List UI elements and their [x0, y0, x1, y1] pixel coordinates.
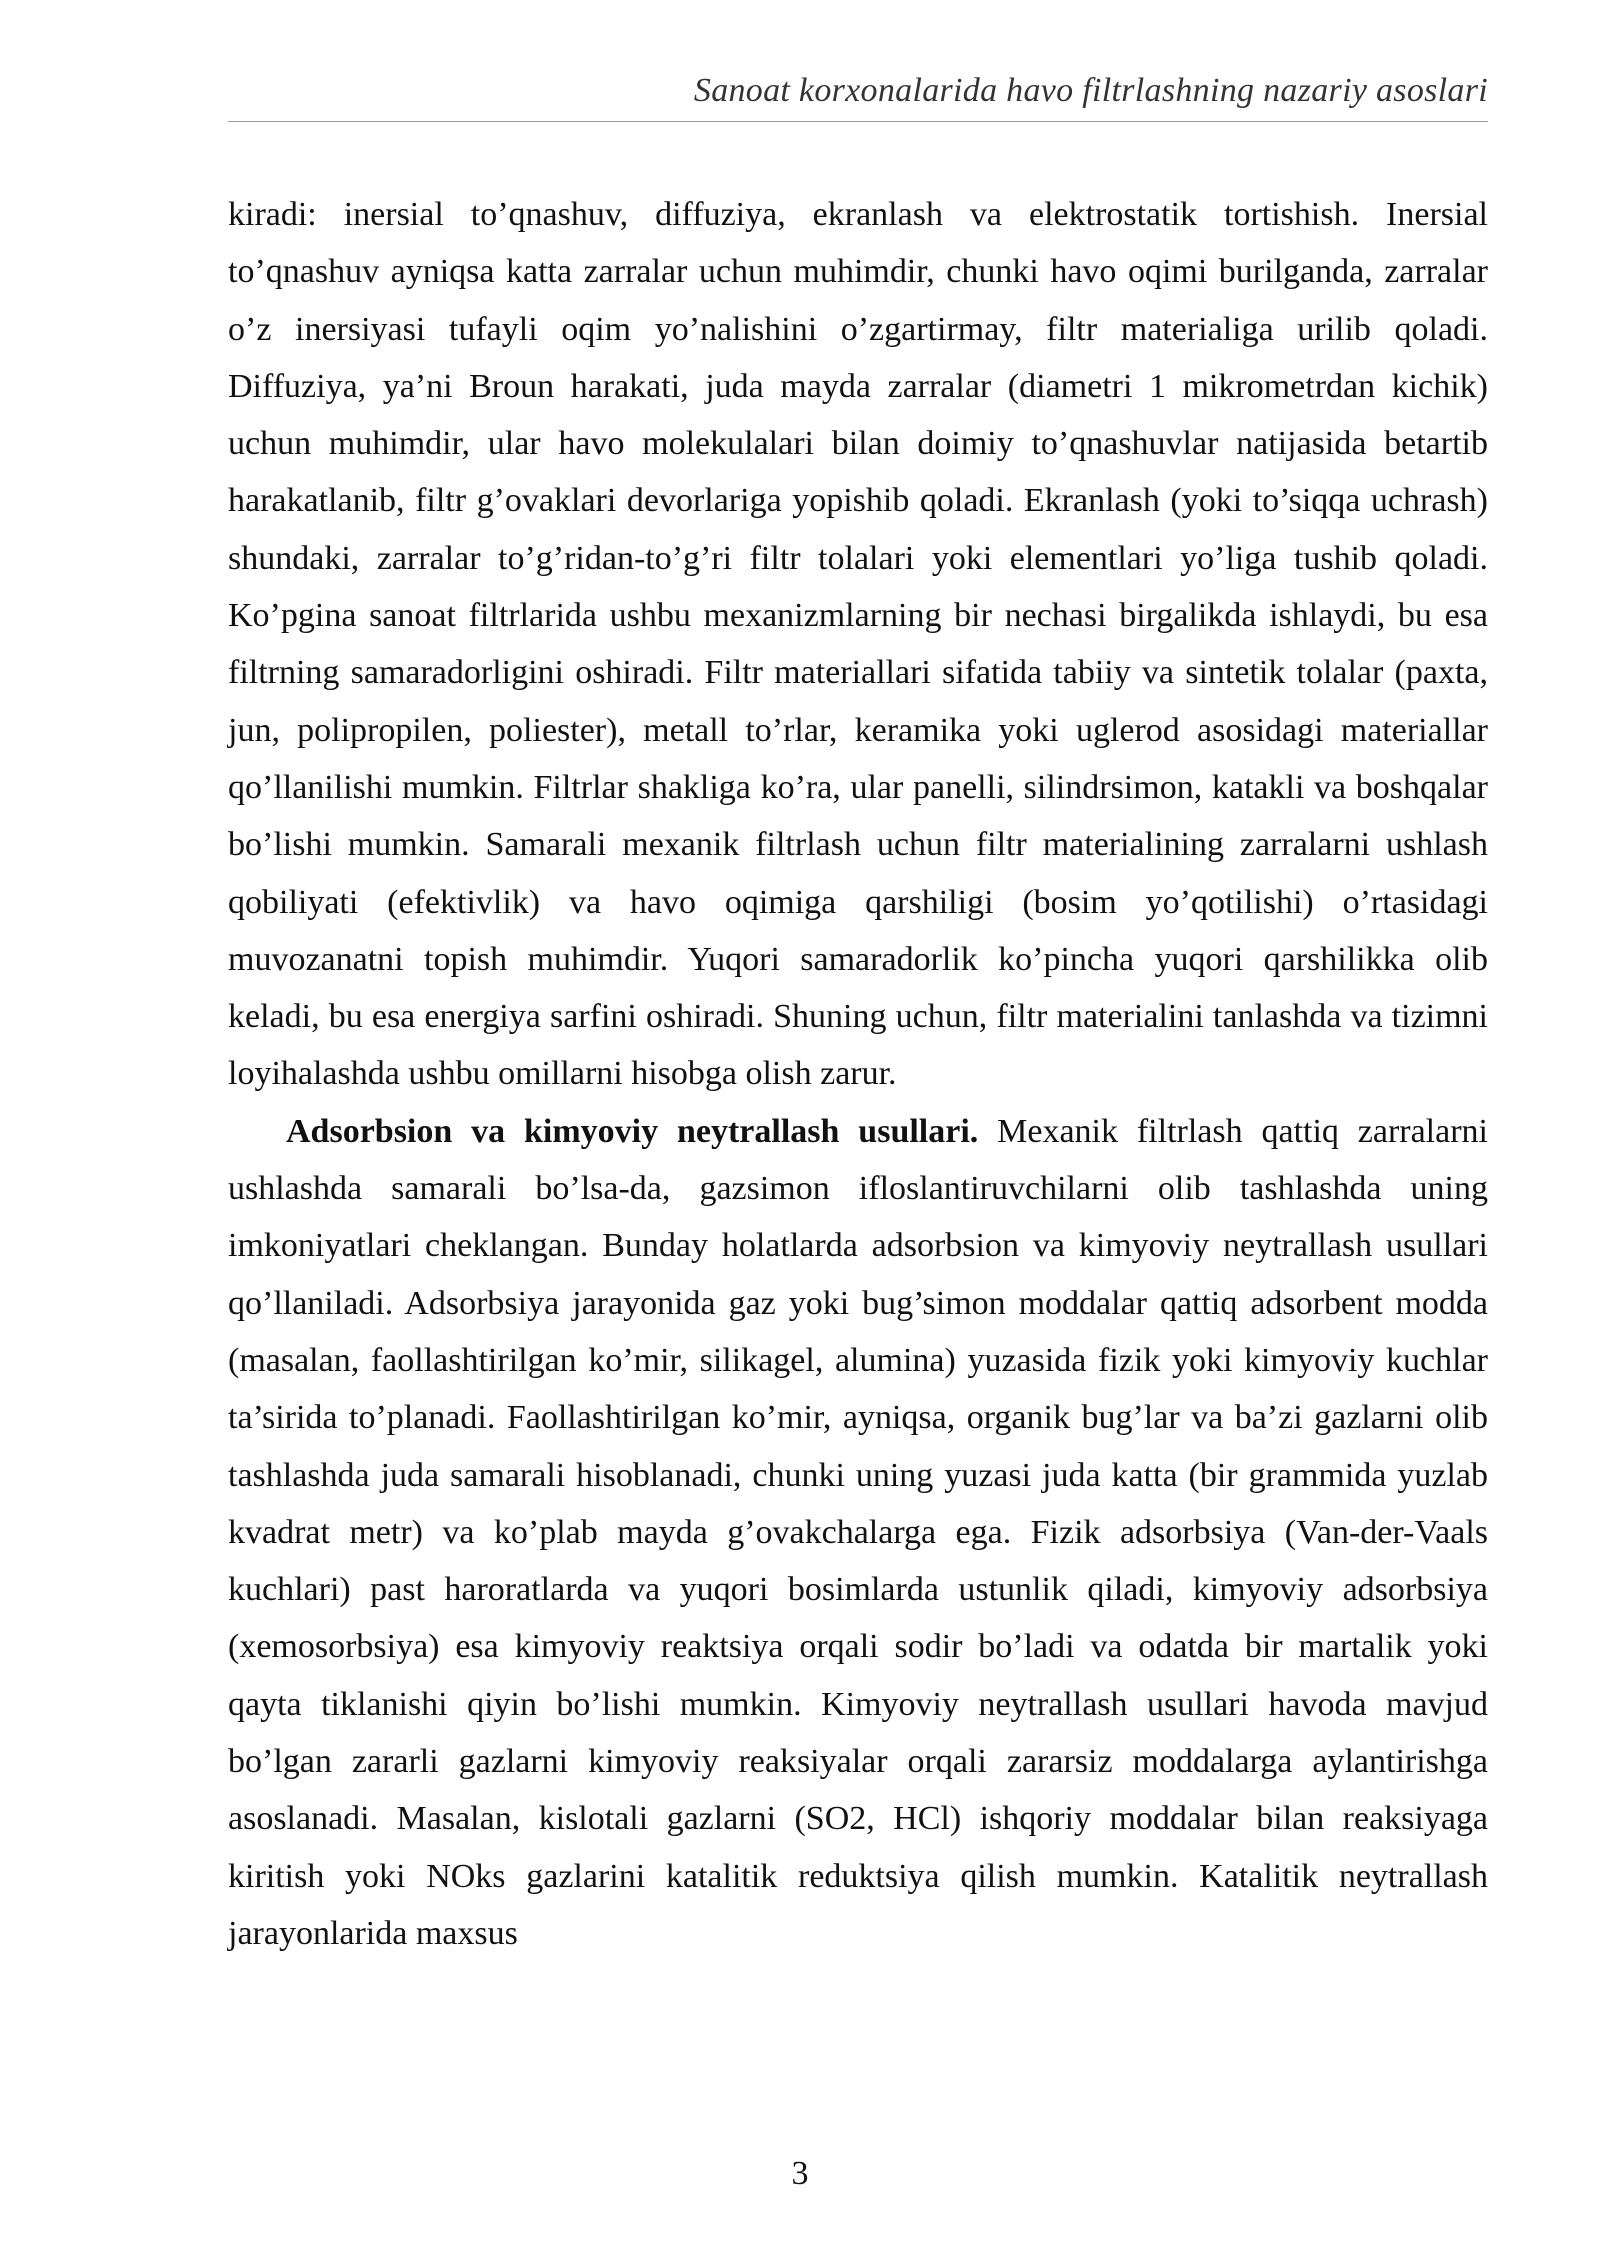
header-divider: [228, 121, 1488, 122]
paragraph-text: Mexanik filtrlash qattiq zarralarni ushlashda samarali bo’lsa-da, gazsimon ifloslantiruvchilarni olib tashlashda uning imkoniyatlari cheklangan. Bunday holatlarda adsorbsion va kimyoviy neytrallash usullari qo’llaniladi. Adsorbsiya jarayonida gaz yoki bug’simon moddalar qattiq adsorbent modda (masalan, faollashtirilgan ko’mir, silikagel, alumina) yuzasida fizik yoki kimyoviy kuchlar ta’sirida to’planadi. Faollashtirilgan ko’mir, ayniqsa, organik bug’lar va ba’zi gazlarni olib tashlashda juda samarali hisoblanadi, chunki uning yuzasi juda katta (bir grammida yuzlab kvadrat metr) va ko’plab mayda g’ovakchalarga ega. Fizik adsorbsiya (Van-der-Vaals kuchlari) past haroratlarda va yuqori bosimlarda ustunlik qiladi, kimyoviy adsorbsiya (xemosorbsiya) esa kimyoviy reaktsiya orqali sodir bo’ladi va odatda bir martalik yoki qayta tiklanishi qiyin bo’lishi mumkin. Kimyoviy neytrallash usullari havoda mavjud bo’lgan zararli gazlarni kimyoviy reaksiyalar orqali zararsiz moddalarga aylantirishga asoslanadi. Masalan, kislotali gazlarni (SO2, HCl) ishqoriy moddalar bilan reaksiyaga kiritish yoki NOks gazlarini katalitik reduktsiya qilish mumkin. Katalitik neytrallash jarayonlarida maxsus: [228, 1112, 1488, 1952]
paragraph-continuation: kiradi: inersial to’qnashuv, diffuziya, ekranlash va elektrostatik tortishish. Inersial to’qnashuv ayniqsa katta zarralar uchun muhimdir, chunki havo oqimi burilganda, zarralar o’z inersiyasi tufayli oqim yo’nalishini o’zgartirmay, filtr materialiga urilib qoladi. Diffuziya, ya’ni Broun harakati, juda mayda zarralar (diametri 1 mikrometrdan kichik) uchun muhimdir, ular havo molekulalari bilan doimiy to’qnashuvlar natijasida betartib harakatlanib, filtr g’ovaklari devorlariga yopishib qoladi. Ekranlash (yoki to’siqqa uchrash) shundaki, zarralar to’g’ridan-to’g’ri filtr tolalari yoki elementlari yo’liga tushib qoladi. Ko’pgina sanoat filtrlarida ushbu mexanizmlarning bir nechasi birgalikda ishlaydi, bu esa filtrning samaradorligini oshiradi. Filtr materiallari sifatida tabiiy va sintetik tolalar (paxta, jun, polipropilen, poliester), metall to’rlar, keramika yoki uglerod asosidagi materiallar qo’llanilishi mumkin. Filtrlar shakliga ko’ra, ular panelli, silindrsimon, katakli va boshqalar bo’lishi mumkin. Samarali mexanik filtrlash uchun filtr materialining zarralarni ushlash qobiliyati (efektivlik) va havo oqimiga qarshiligi (bosim yo’qotilishi) o’rtasidagi muvozanatni topish muhimdir. Yuqori samaradorlik ko’pincha yuqori qarshilikka olib keladi, bu esa energiya sarfini oshiradi. Shuning uchun, filtr materialini tanlashda va tizimni loyihalashda ushbu omillarni hisobga olish zarur.: [228, 196, 1488, 1093]
section-heading: Adsorbsion va kimyoviy neytrallash usullari.: [286, 1112, 979, 1150]
page-body: [228, 186, 1488, 1962]
paragraph-adsorbsion: [228, 1103, 1488, 1962]
running-header: Sanoat korxonalarida havo filtrlashning nazariy asoslari: [693, 72, 1488, 109]
page-number: 3: [791, 2155, 809, 2192]
